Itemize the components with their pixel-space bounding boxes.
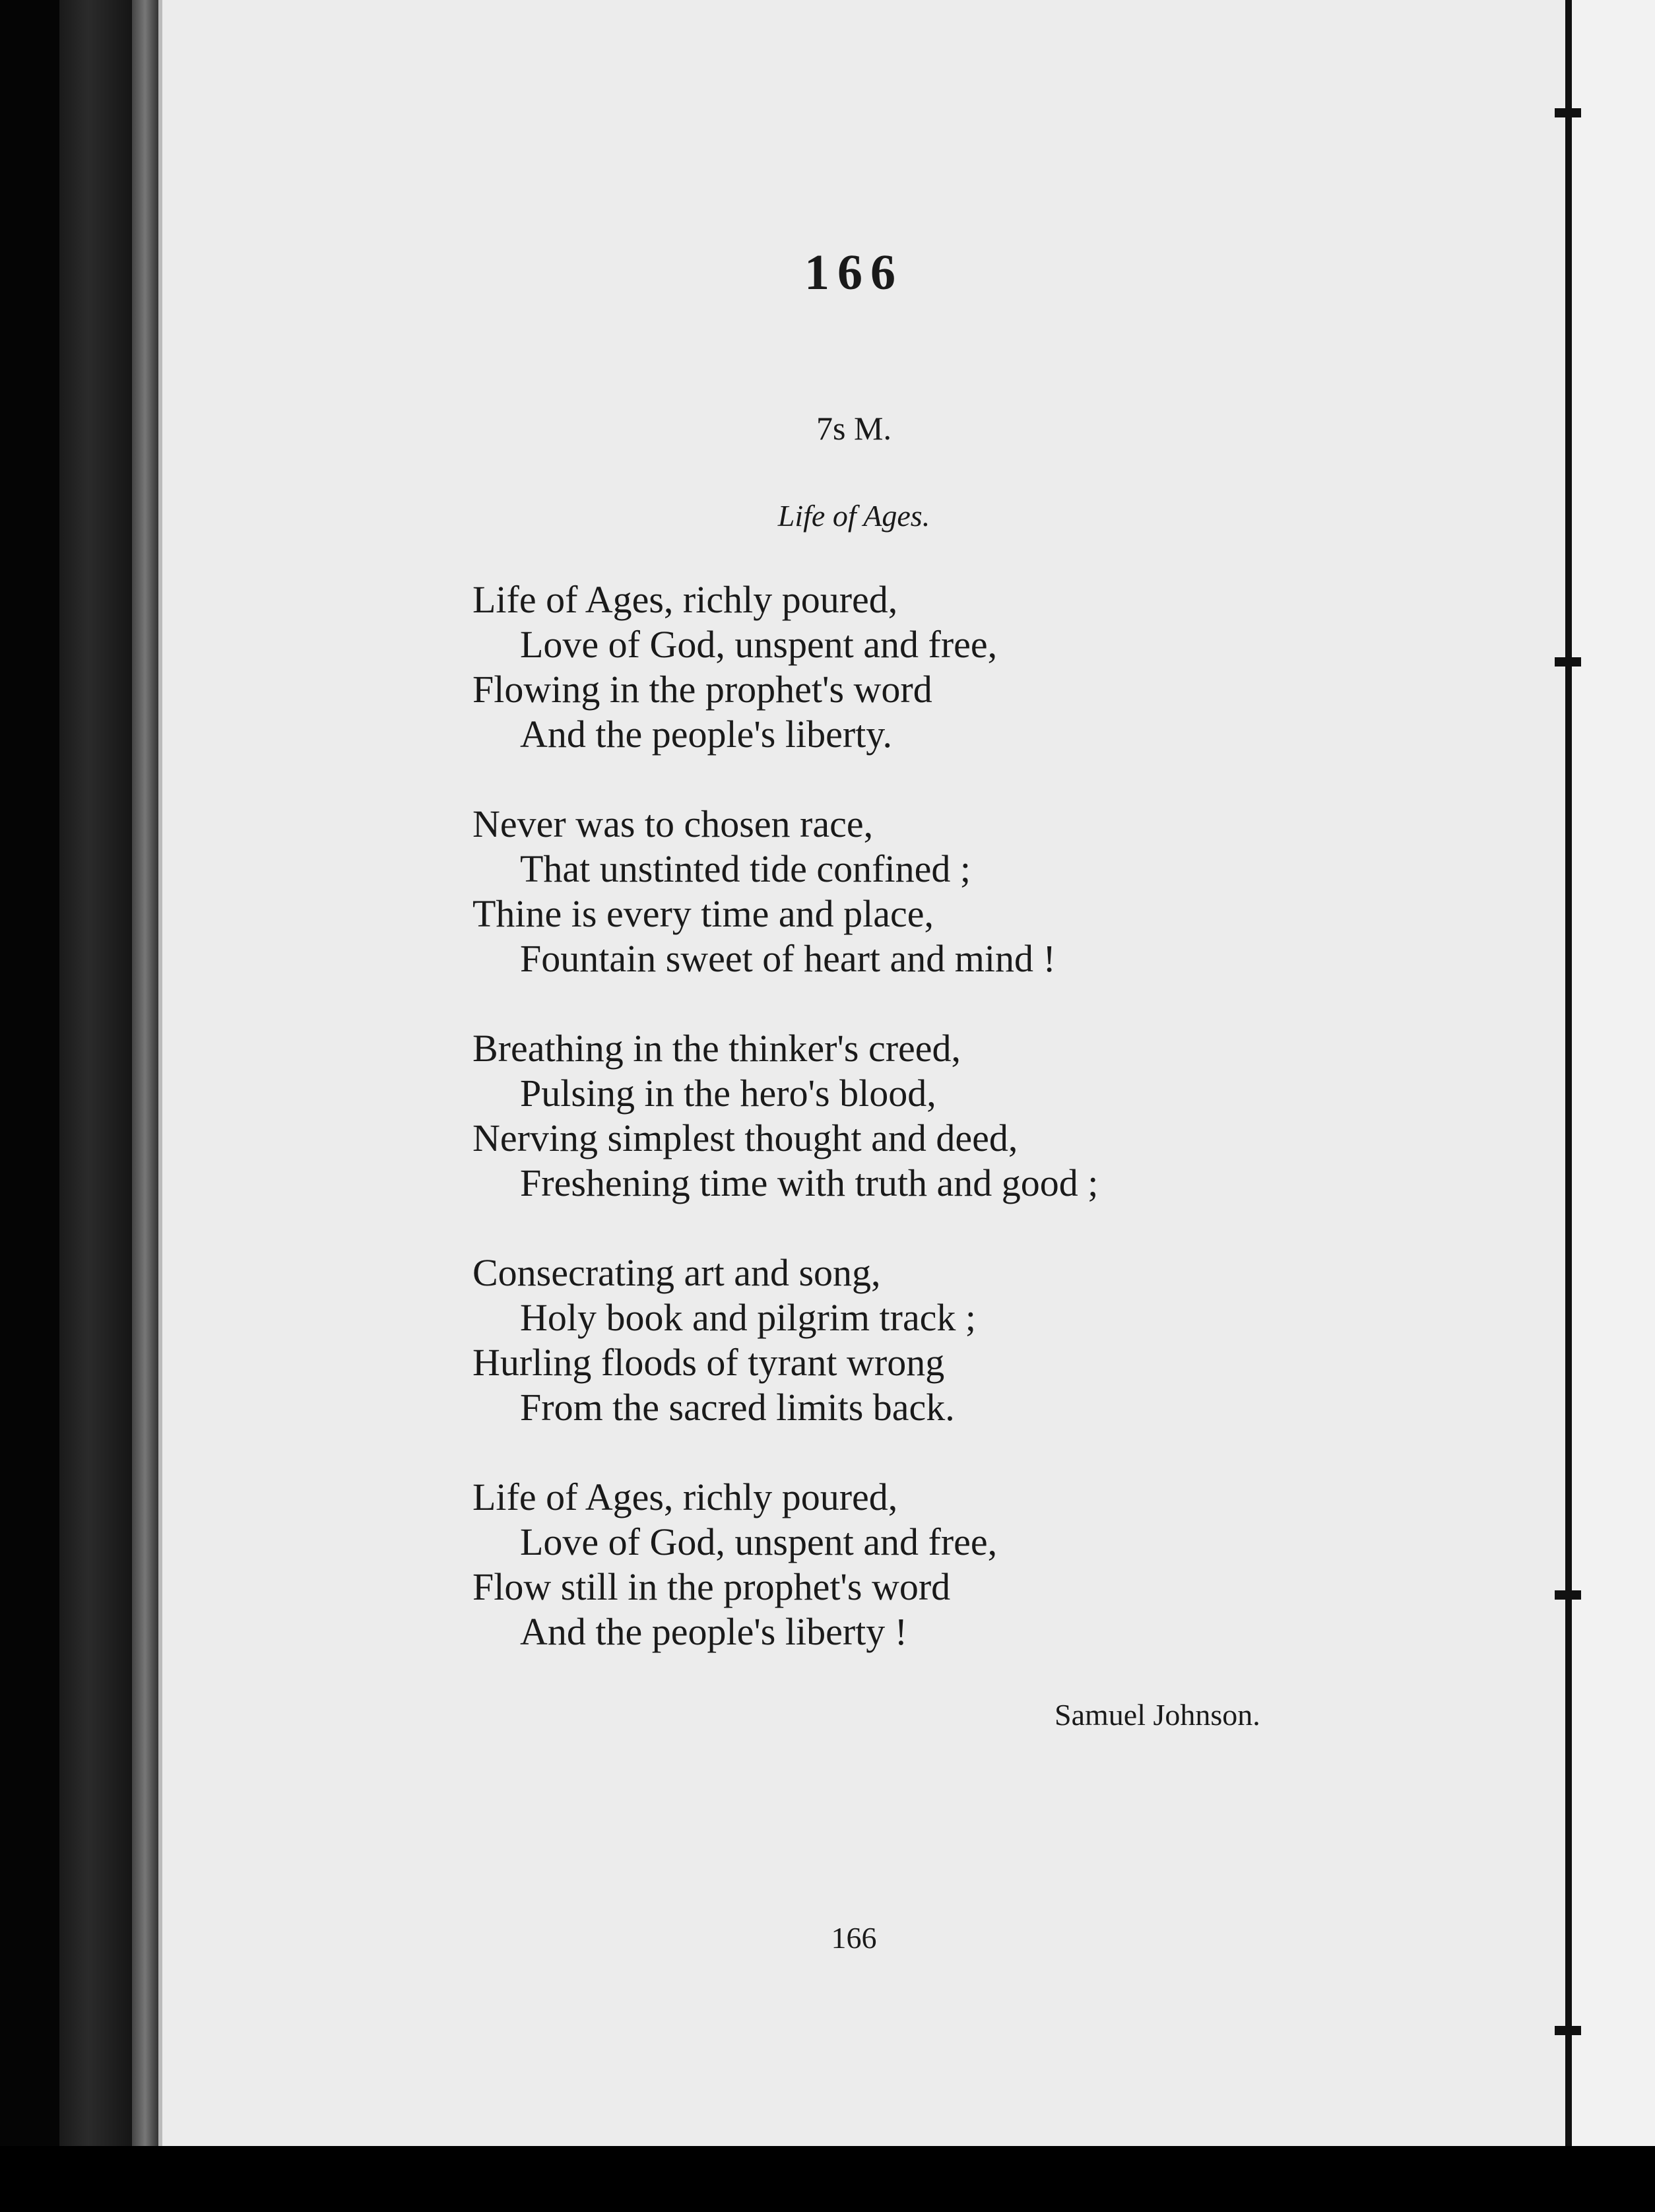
stanza [472,1026,1098,1206]
stanza [472,1475,1098,1654]
author-attribution: Samuel Johnson. [1055,1698,1260,1732]
verse-line: Thine is every time and place, [472,892,934,935]
verse-line: From the sacred limits back. [520,1386,955,1429]
binding-thread-mark [1555,2026,1581,2035]
verse-line: Breathing in the thinker's creed, [472,1027,961,1070]
verse-line: Flow still in the prophet's word [472,1565,951,1608]
facing-page-gutter [1565,0,1572,2146]
verse-line: Never was to chosen race, [472,802,874,845]
hymn-number-heading: 166 [804,245,903,300]
page-number: 166 [831,1921,877,1955]
book-binding-shadow [59,0,132,2212]
facing-page-sliver [1572,0,1655,2146]
verse-line: Love of God, unspent and free, [520,623,998,666]
binding-thread-mark [1555,657,1581,667]
binding-thread-mark [1555,108,1581,117]
verse-line: Pulsing in the hero's blood, [520,1072,936,1115]
stanza [472,1251,1098,1430]
hymn-text [472,577,1098,1699]
verse-line: Life of Ages, richly poured, [472,1476,898,1518]
verse-line: Flowing in the prophet's word [472,668,932,711]
binding-thread-mark [1555,1590,1581,1600]
page-stack-edge [132,0,158,2212]
verse-line: Fountain sweet of heart and mind ! [520,937,1056,980]
verse-line: Love of God, unspent and free, [520,1520,998,1563]
verse-line: Hurling floods of tyrant wrong [472,1341,945,1384]
scan-bottom-margin [0,2146,1655,2212]
stanza [472,802,1098,981]
verse-line: Nerving simplest thought and deed, [472,1117,1018,1159]
verse-line: And the people's liberty. [520,713,892,756]
verse-line: That unstinted tide confined ; [520,847,971,890]
hymn-meter: 7s M. [816,410,892,447]
verse-line: Consecrating art and song, [472,1251,881,1294]
verse-line: Freshening time with truth and good ; [520,1161,1099,1204]
verse-line: Holy book and pilgrim track ; [520,1296,977,1339]
tune-name: Life of Ages. [777,499,930,533]
book-spine-edge [0,0,59,2212]
verse-line: Life of Ages, richly poured, [472,578,898,621]
stanza [472,577,1098,757]
verse-line: And the people's liberty ! [520,1610,908,1653]
